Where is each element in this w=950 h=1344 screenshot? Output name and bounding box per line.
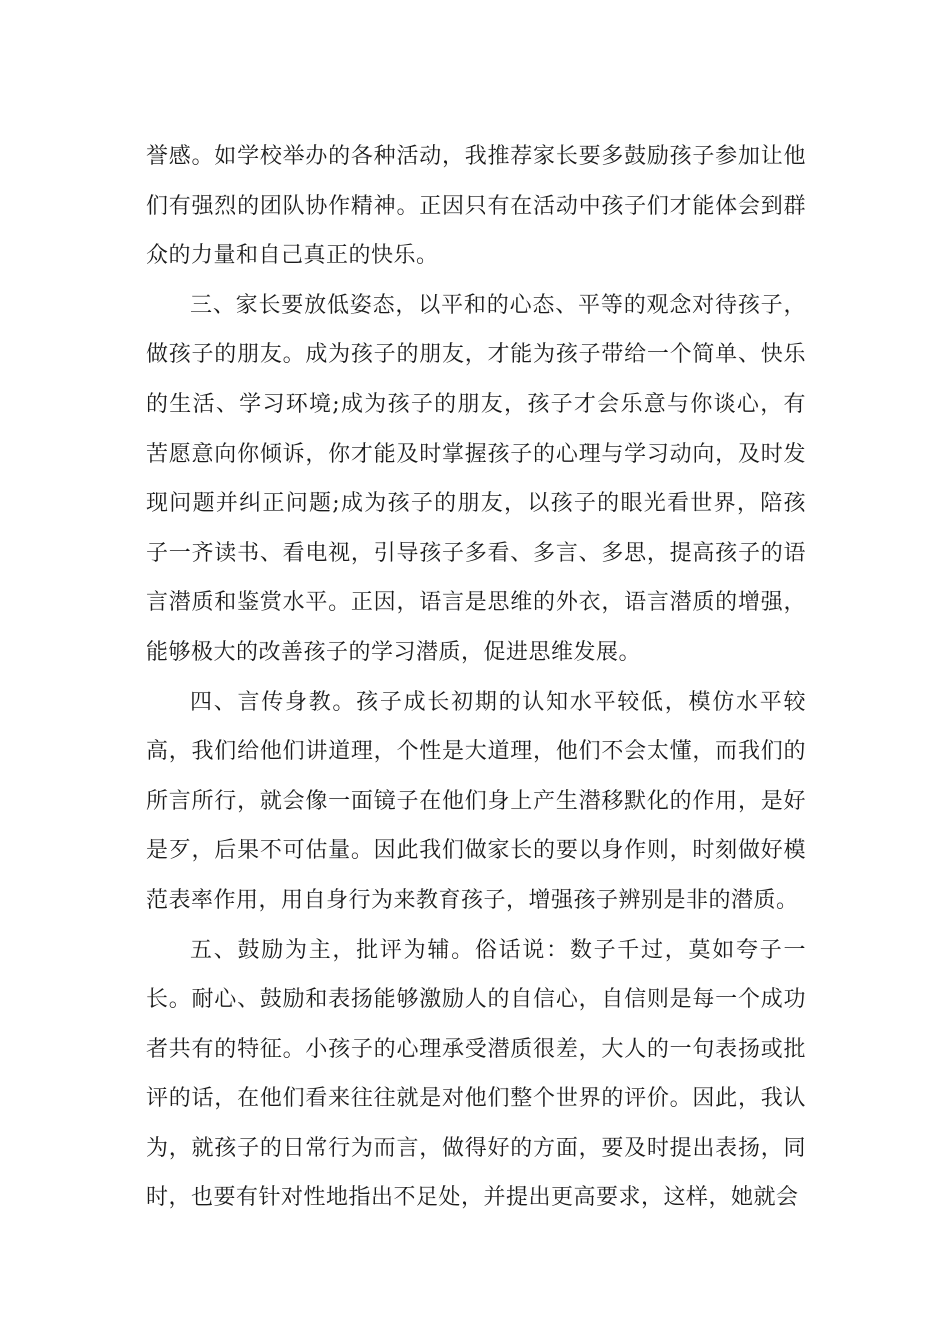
paragraph-continuation: 誉感。如学校举办的各种活动，我推荐家长要多鼓励孩子参加让他们有强烈的团队协作精神。正因只有在活动中孩子们才能体会到群众的力量和自己真正的快乐。 [146,144,806,269]
paragraph-point-five: 五、鼓励为主，批评为辅。俗话说：数子千过，莫如夸子一长。耐心、鼓励和表扬能够激励人的自信心，自信则是每一个成功者共有的特征。小孩子的心理承受潜质很差，大人的一句表扬或批评的话，在他们看来往往就是对他们整个世界的评价。因此，我认为，就孩子的日常行为而言，做得好的方面，要及时提出表扬，同时，也要有针对性地指出不足处，并提出更高要求，这样，她就会 [146,937,806,1211]
paragraph-point-four: 四、言传身教。孩子成长初期的认知水平较低，模仿水平较高，我们给他们讲道理，个性是大道理，他们不会太懂，而我们的所言所行，就会像一面镜子在他们身上产生潜移默化的作用，是好是歹，后果不可估量。因此我们做家长的要以身作则，时刻做好模范表率作用，用自身行为来教育孩子，增强孩子辨别是非的潜质。 [146,689,806,913]
body-text [146,132,806,1223]
paragraph-point-three: 三、家长要放低姿态，以平和的心态、平等的观念对待孩子，做孩子的朋友。成为孩子的朋友，才能为孩子带给一个简单、快乐的生活、学习环境;成为孩子的朋友，孩子才会乐意与你谈心，有苦愿意向你倾诉，你才能及时掌握孩子的心理与学习动向，及时发现问题并纠正问题;成为孩子的朋友，以孩子的眼光看世界，陪孩子一齐读书、看电视，引导孩子多看、多言、多思，提高孩子的语言潜质和鉴赏水平。正因，语言是思维的外衣，语言潜质的增强，能够极大的改善孩子的学习潜质，促进思维发展。 [146,292,806,665]
